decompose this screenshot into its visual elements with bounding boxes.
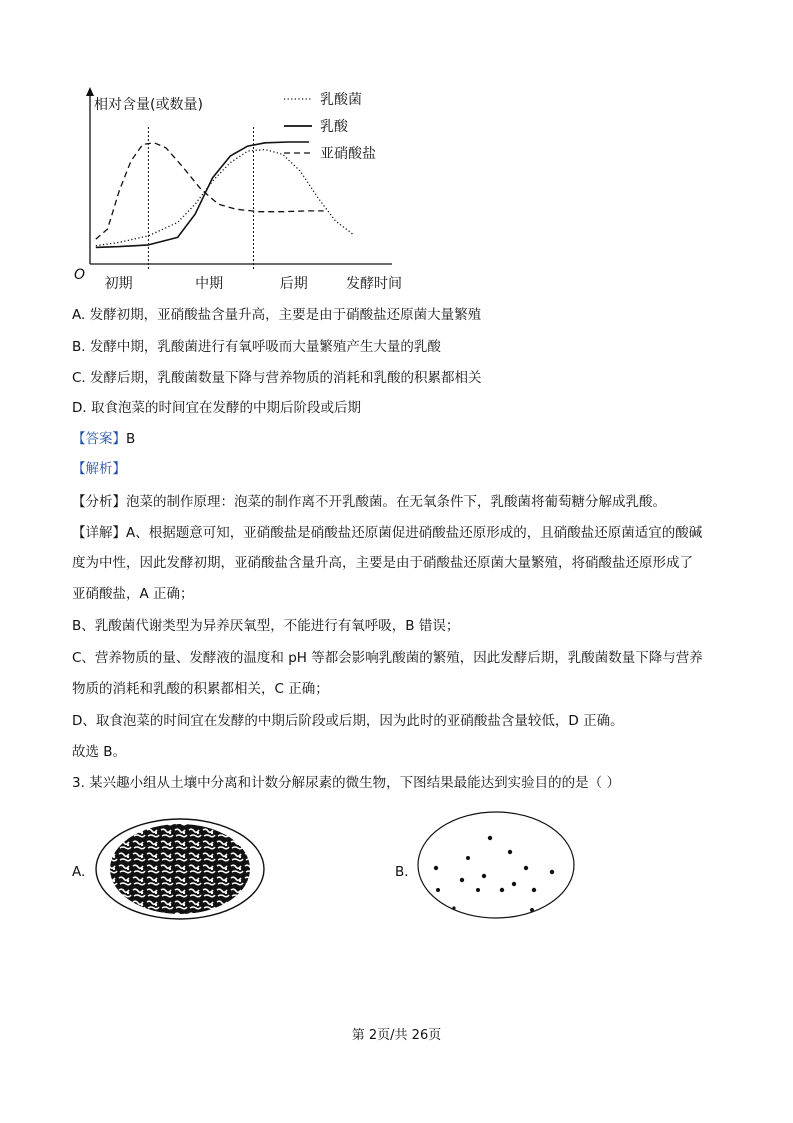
xiangjie-line-3: 亚硝酸盐，A 正确； [72,586,194,602]
analysis-label: 【解析】 [72,461,126,477]
x-axis-label: 发酵时间 [346,276,402,292]
dish-b-label: B. [395,864,409,880]
series-line-3 [96,143,324,239]
stage-label-3: 后期 [279,276,308,292]
xiangjie-line-2: 度为中性，因此发酵初期，亚硝酸盐含量升高，主要是由于硝酸盐还原菌大量繁殖，将硝酸盐还原形成了 [72,555,693,571]
analysis-tag [72,459,126,479]
fermentation-chart [62,82,402,297]
answer-tag: 【答案】 [72,431,126,447]
xiangjie-line-5: C、营养物质的量、发酵液的温度和 pH 等都会影响乳酸菌的繁殖，因此发酵后期，乳酸菌数量下降与营养 [72,650,703,666]
xiangjie-line-6: 物质的消耗和乳酸的积累都相关，C 正确； [72,681,329,697]
stage-label-1: 初期 [104,276,133,292]
xiangjie-line-8: 故选 B。 [72,744,127,760]
origin-label: O [74,267,86,283]
dish-b-image [414,808,578,922]
xiangjie-line-4: B、乳酸菌代谢类型为异养厌氧型，不能进行有氧呼吸，B 错误； [72,618,460,634]
fenxi-tag: 【分析】 [72,494,126,510]
option-c: C. 发酵后期，乳酸菌数量下降与营养物质的消耗和乳酸的积累都相关 [72,370,482,386]
answer-value: B [126,431,136,447]
page-footer: 第 2页/共 26页 [351,1028,442,1043]
option-a: A. 发酵初期，亚硝酸盐含量升高，主要是由于硝酸盐还原菌大量繁殖 [72,307,482,323]
y-axis-arrow [86,87,94,96]
chart-svg [62,82,402,297]
fenxi-text: 泡菜的制作原理：泡菜的制作离不开乳酸菌。在无氧条件下，乳酸菌将葡萄糖分解成乳酸。 [126,494,666,510]
legend-label-3: 亚硝酸盐 [320,146,376,162]
stage-label-2: 中期 [195,276,224,292]
answer-line [72,429,135,449]
legend-label-2: 乳酸 [320,119,348,135]
dish-a-image [90,815,270,923]
option-d: D. 取食泡菜的时间宜在发酵的中期后阶段或后期 [72,400,361,416]
fenxi-line [72,492,666,512]
legend-label-1: 乳酸菌 [320,92,362,108]
dish-a-label: A. [72,864,86,880]
y-axis-label: 相对含量(或数量) [94,97,203,113]
xiangjie-line-1 [72,523,702,543]
option-b: B. 发酵中期，乳酸菌进行有氧呼吸而大量繁殖产生大量的乳酸 [72,339,441,355]
question-3: 3. 某兴趣小组从土壤中分离和计数分解尿素的微生物，下图结果最能达到实验目的的是（ ） [72,775,620,791]
xiangjie-line-7: D、取食泡菜的时间宜在发酵的中期后阶段或后期，因为此时的亚硝酸盐含量较低，D 正确。 [72,713,624,729]
xiangjie-text-1: A、根据题意可知，亚硝酸盐是硝酸盐还原菌促进硝酸盐还原形成的，且硝酸盐还原菌适宜的酸碱 [126,525,703,541]
xiangjie-tag: 【详解】 [72,525,126,541]
